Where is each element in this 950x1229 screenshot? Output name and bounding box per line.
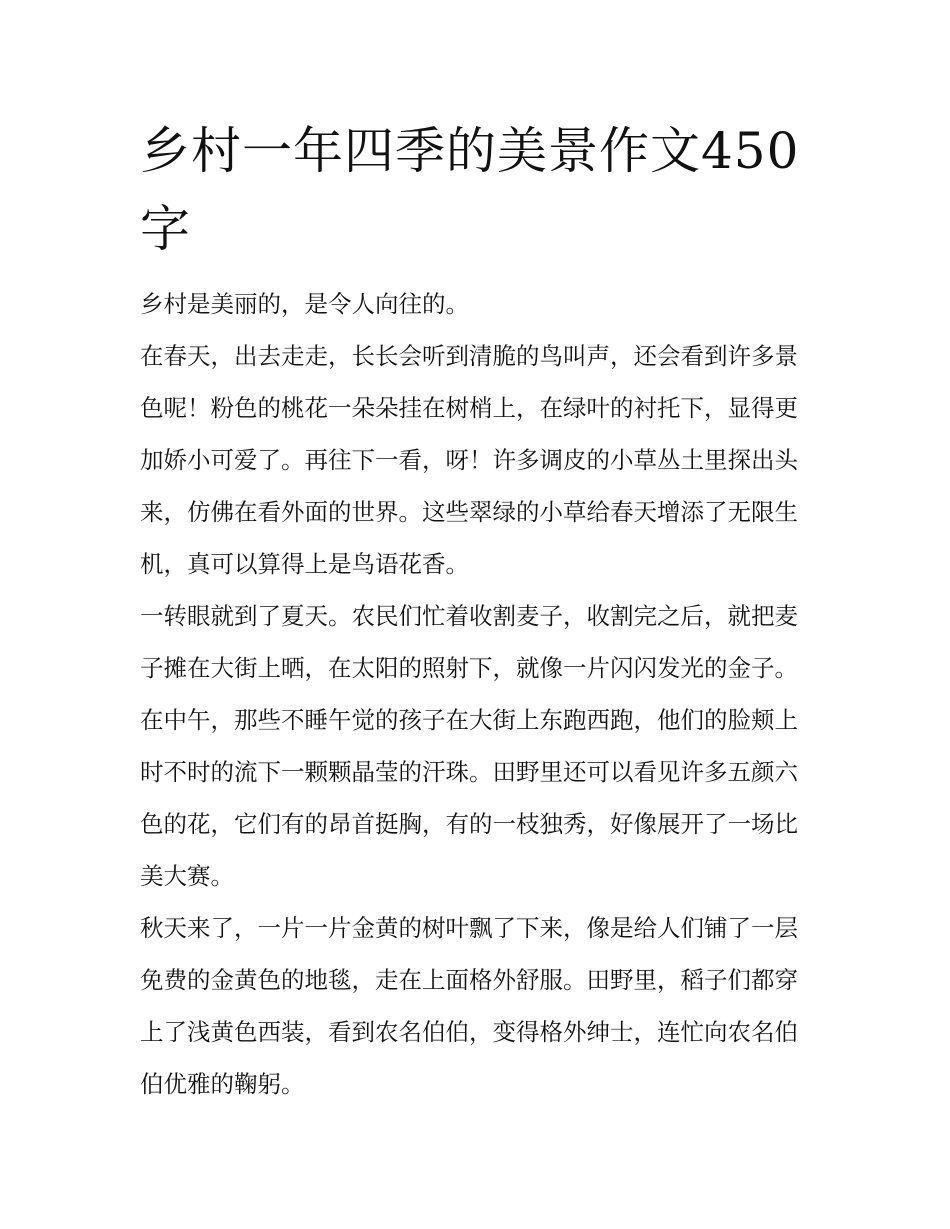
paragraph-summer: 一转眼就到了夏天。农民们忙着收割麦子，收割完之后，就把麦子摊在大街上晒，在太阳的照射下，就像一片闪闪发光的金子。在中午，那些不睡午觉的孩子在大街上东跑西跑，他们的脸颊上时不时的流下一颗颗晶莹的汗珠。田野里还可以看见许多五颜六色的花，它们有的昂首挺胸，有的一枝独秀，好像展开了一场比美大赛。 — [140, 602, 798, 890]
document-body — [140, 278, 820, 1110]
paragraph-autumn: 秋天来了，一片一片金黄的树叶飘了下来，像是给人们铺了一层免费的金黄色的地毯，走在上面格外舒服。田野里，稻子们都穿上了浅黄色西装，看到农名伯伯，变得格外绅士，连忙向农名伯伯优雅的鞠躬。 — [140, 914, 798, 1098]
paragraph-intro: 乡村是美丽的，是令人向往的。 — [140, 290, 469, 318]
document-title: 乡村一年四季的美景作文450字 — [140, 122, 800, 258]
paragraph-spring: 在春天，出去走走，长长会听到清脆的鸟叫声，还会看到许多景色呢！粉色的桃花一朵朵挂在树梢上，在绿叶的衬托下，显得更加娇小可爱了。再往下一看，呀！许多调皮的小草丛土里探出头来，仿佛在看外面的世界。这些翠绿的小草给春天增添了无限生机，真可以算得上是鸟语花香。 — [140, 342, 798, 578]
